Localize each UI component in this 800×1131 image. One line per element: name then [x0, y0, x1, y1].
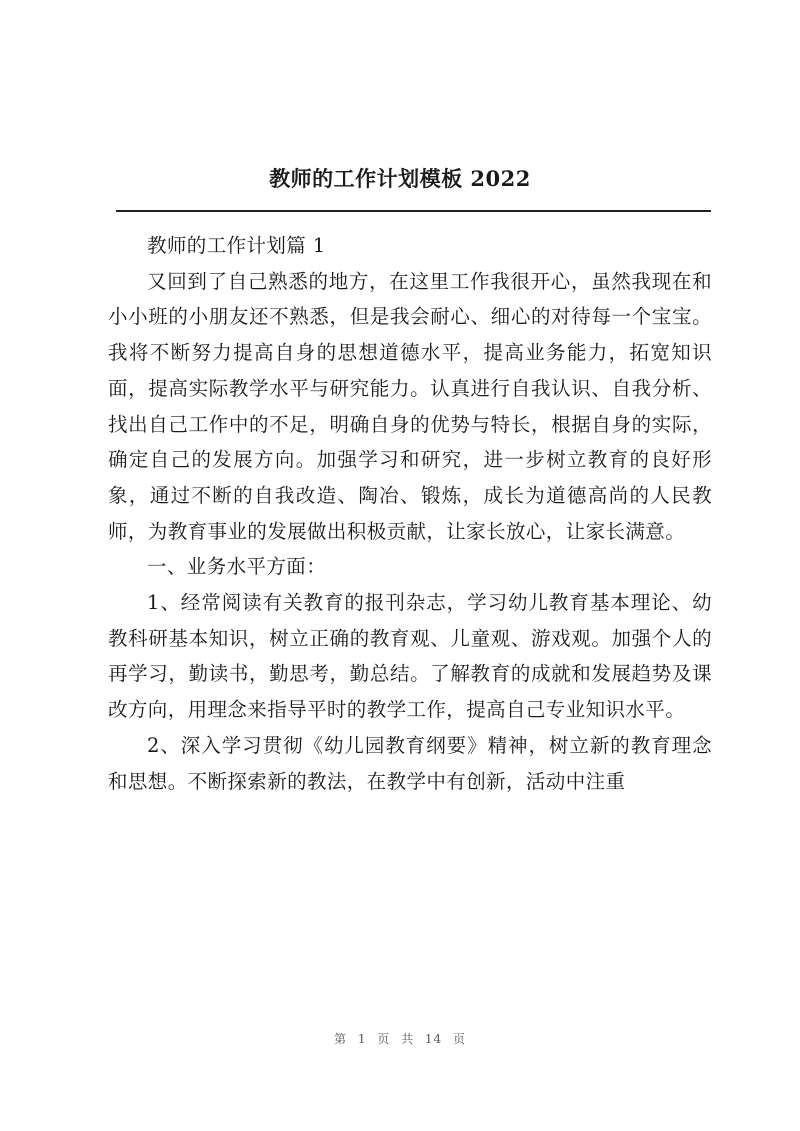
section-heading-business: 一、业务水平方面： — [147, 555, 327, 579]
section-heading: 教师的工作计划篇 1 — [147, 234, 326, 257]
document-body — [108, 228, 712, 799]
title-divider — [116, 210, 711, 212]
paragraph-item-1: 1、经常阅读有关教育的报刊杂志，学习幼儿教育基本理论、幼教科研基本知识，树立正确的教育观、儿童观、游戏观。加强个人的再学习，勤读书，勤思考，勤总结。了解教育的成就和发展趋势及课改方向，用理念来指导平时的教学工作，提高自己专业知识水平。 — [108, 591, 712, 722]
page-number-footer: 第 1 页 共 14 页 — [334, 1032, 466, 1046]
paragraph-intro: 又回到了自己熟悉的地方，在这里工作我很开心，虽然我现在和小小班的小朋友还不熟悉，但是我会耐心、细心的对待每一个宝宝。我将不断努力提高自身的思想道德水平，提高业务能力，拓宽知识面，提高实际教学水平与研究能力。认真进行自我认识、自我分析、找出自己工作中的不足，明确自身的优势与特长，根据自身的实际，确定自己的发展方向。加强学习和研究，进一步树立教育的良好形象，通过不断的自我改造、陶冶、锻炼，成长为道德高尚的人民教师，为教育事业的发展做出积极贡献，让家长放心，让家长满意。 — [108, 269, 712, 543]
page-title: 教师的工作计划模板 2022 — [269, 166, 531, 191]
paragraph-item-2: 2、深入学习贯彻《幼儿园教育纲要》精神，树立新的教育理念和思想。不断探索新的教法，在教学中有创新，活动中注重 — [108, 733, 712, 793]
